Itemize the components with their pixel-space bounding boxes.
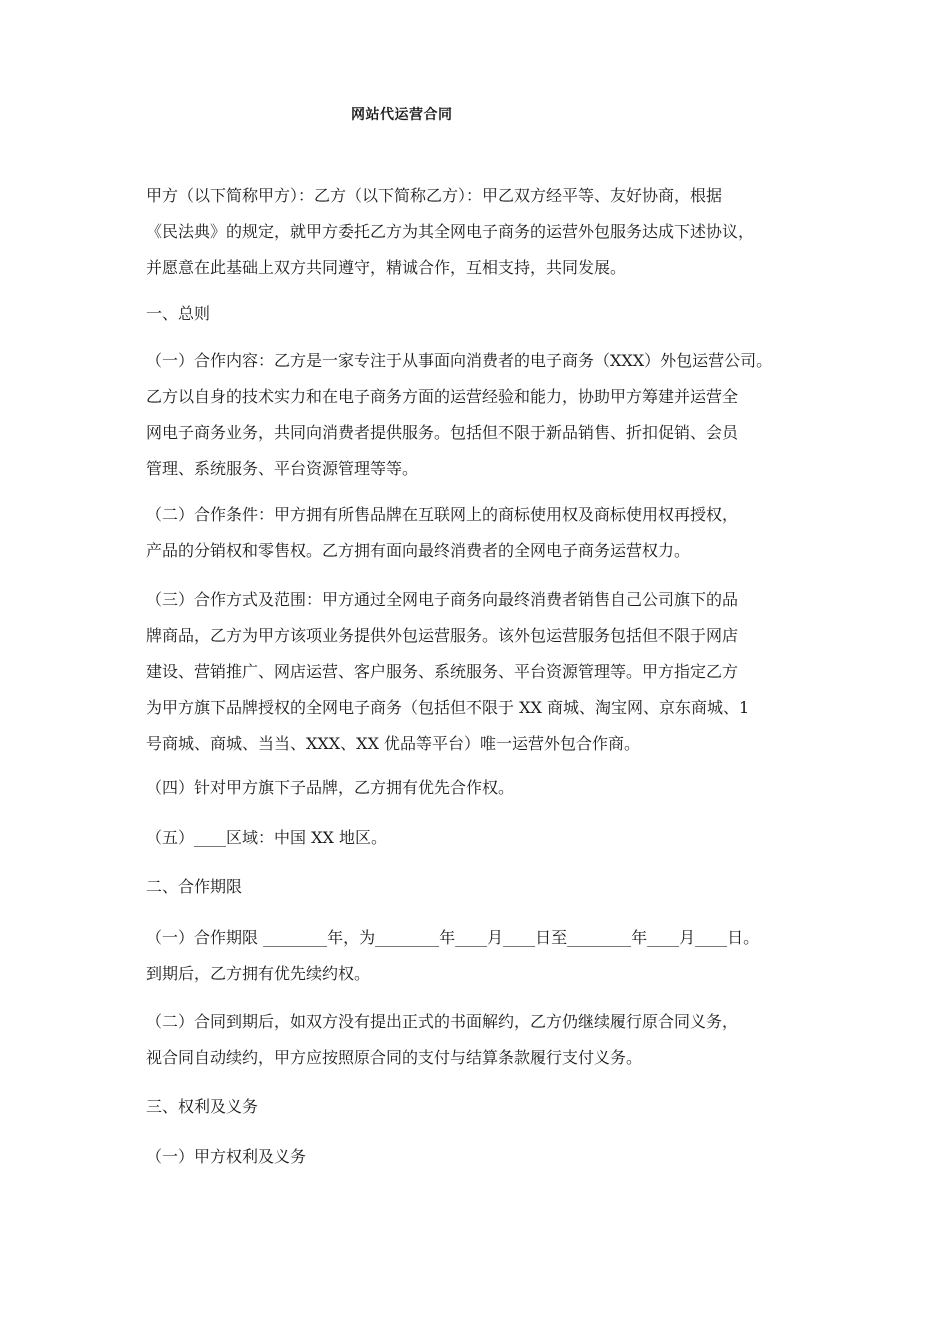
section-heading-rights: 三、权利及义务 (146, 1097, 259, 1116)
text-line: （二）合同到期后，如双方没有提出正式的书面解约，乙方仍继续履行原合同义务， (146, 1012, 739, 1031)
text-line: 乙方以自身的技术实力和在电子商务方面的运营经验和能力，协助甲方筹建并运营全 (146, 387, 739, 406)
clause-region: （五）____区域：中国 XX 地区。 (146, 828, 387, 847)
text-line: 到期后，乙方拥有优先续约权。 (146, 964, 371, 983)
text-line: （二）合作条件：甲方拥有所售品牌在互联网上的商标使用权及商标使用权再授权， (146, 505, 739, 524)
section-heading-term: 二、合作期限 (146, 877, 243, 896)
section-heading-general: 一、总则 (146, 304, 211, 323)
text-line: 并愿意在此基础上双方共同遵守，精诚合作，互相支持，共同发展。 (146, 258, 627, 277)
intro-paragraph (146, 178, 826, 286)
text-line: 网电子商务业务，共同向消费者提供服务。包括但不限于新品销售、折扣促销、会员 (146, 423, 739, 442)
clause-cooperation-scope (146, 582, 826, 762)
subsection-party-a-rights: （一）甲方权利及义务 (146, 1147, 307, 1166)
text-line: （一）合作内容：乙方是一家专注于从事面向消费者的电子商务（XXX）外包运营公司。 (146, 351, 773, 370)
text-line: 建设、营销推广、网店运营、客户服务、系统服务、平台资源管理等。甲方指定乙方 (146, 662, 739, 681)
text-line: 为甲方旗下品牌授权的全网电子商务（包括但不限于 XX 商城、淘宝网、京东商城、1 (146, 698, 750, 717)
clause-auto-renewal (146, 1004, 826, 1076)
text-line: 产品的分销权和零售权。乙方拥有面向最终消费者的全网电子商务运营权力。 (146, 541, 691, 560)
text-line: 号商城、商城、当当、XXX、XX 优品等平台）唯一运营外包合作商。 (146, 734, 641, 753)
text-line: （三）合作方式及范围：甲方通过全网电子商务向最终消费者销售自己公司旗下的品 (146, 590, 739, 609)
clause-cooperation-conditions (146, 497, 826, 569)
document-title: 网站代运营合同 (351, 107, 453, 123)
text-line: 管理、系统服务、平台资源管理等等。 (146, 459, 419, 478)
text-line: 《民法典》的规定，就甲方委托乙方为其全网电子商务的运营外包服务达成下述协议， (146, 222, 755, 241)
clause-cooperation-content (146, 343, 826, 487)
text-line: （一）合作期限 ________年，为________年____月____日至________年____月____日。 (146, 928, 760, 947)
clause-sub-brand-priority: （四）针对甲方旗下子品牌，乙方拥有优先合作权。 (146, 778, 515, 797)
text-line: 甲方（以下简称甲方）：乙方（以下简称乙方）：甲乙双方经平等、友好协商，根据 (146, 186, 723, 205)
text-line: 视合同自动续约，甲方应按照原合同的支付与结算条款履行支付义务。 (146, 1048, 643, 1067)
clause-term-period (146, 920, 826, 992)
text-line: 牌商品，乙方为甲方该项业务提供外包运营服务。该外包运营服务包括但不限于网店 (146, 626, 739, 645)
